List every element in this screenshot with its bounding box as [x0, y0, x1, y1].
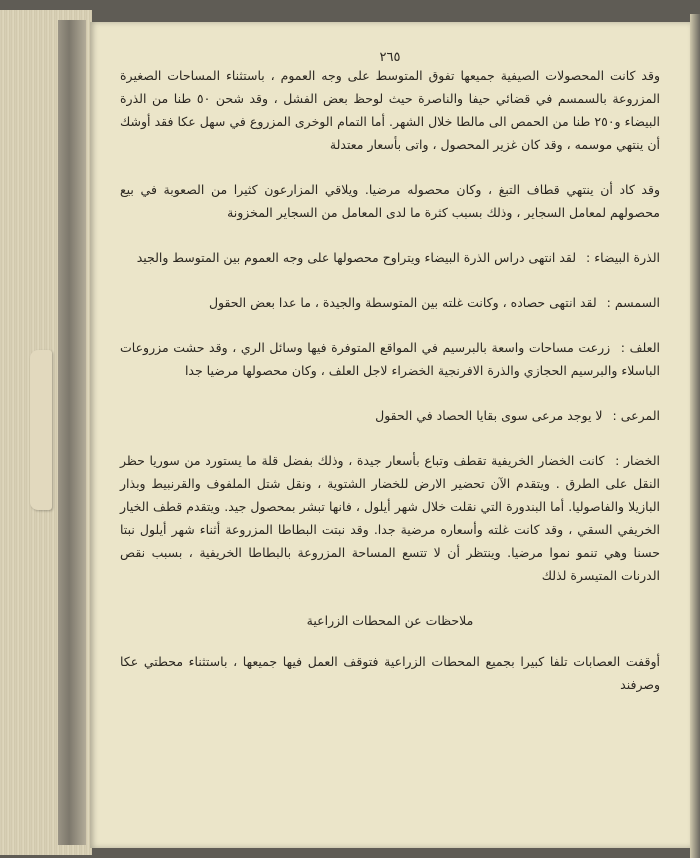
vegetables-text: كانت الخضار الخريفية تقطف وتباع بأسعار جيدة ، وذلك بفضل قلة ما يستورد من سوريا حظر النقل على الطرق . ويتقدم الآن تحضير الارض للخضار الشتوية ، ونقل شتل الملفوف والقرنبيط وبذار البازيلا والفاصوليا. أما البندورة التي نقلت خلال شهر أيلول ، فانها تبشر بمحصول جيد. ويتقدم قطف الخيار الخريفي السقي ، وقد كانت غلته وأسعاره مرضية جدا. وقد نبتت البطاطا المزروعة أثناء شهر أيلول نبتا حسنا وهي تنمو نموا مرضيا. وينتظر أن لا تتسع المساحة المزروعة بالبطاطا الخريفية ، بسبب نقص الدرنات المتيسرة لذلك	[120, 453, 660, 583]
sesame-text: لقد انتهى حصاده ، وكانت غلته بين المتوسطة والجيدة ، ما عدا بعض الحقول	[208, 295, 597, 310]
paragraph-pasture	[120, 404, 660, 427]
term-sesame: السمسم :	[606, 295, 660, 310]
paragraph-fodder	[120, 336, 660, 382]
section-heading: ملاحظات عن المحطات الزراعية	[306, 613, 474, 628]
book-spine	[58, 20, 86, 845]
paragraph-stations: أوقفت العصابات تلفا كبيرا بجميع المحطات الزراعية فتوقف العمل فيها جميعها ، باستثناء محطتي عكا وصرفند	[120, 654, 660, 692]
fodder-text: زرعت مساحات واسعة بالبرسيم في المواقع المتوفرة فيها وسائل الري ، وقد حشت مزروعات الباسلاء والبرسيم الحجازي والذرة الافرنجية الخضراء لاجل العلف ، وكان محصولها مرضيا جدا	[120, 340, 660, 378]
document-page	[90, 22, 690, 848]
term-fodder: العلف :	[620, 340, 660, 355]
paragraph-summer-crops: وقد كانت المحصولات الصيفية جميعها تفوق المتوسط على وجه العموم ، باستثناء المساحات الصغيرة المزروعة بالسمسم في قضائي حيفا والناصرة حيث لوحظ بعض الفشل ، وقد شحن ٥٠ طنا من الذرة البيضاء و٢٥٠ طنا من الحمص الى مالطا خلال الشهر. أما التمام الوخرى المزروع في سهل عكا فقد أوشك أن ينتهي موسمه ، وقد كان غزير المحصول ، واتى بأسعار معتدلة	[120, 68, 660, 152]
term-vegetables: الخضار :	[615, 453, 660, 468]
paragraph-vegetables	[120, 449, 660, 587]
pasture-text: لا يوجد مرعى سوى بقايا الحصاد في الحقول	[375, 408, 603, 423]
page-content	[120, 64, 660, 718]
term-pasture: المرعى :	[612, 408, 660, 423]
sorghum-text: لقد انتهى دراس الذرة البيضاء ويتراوح محصولها على وجه العموم بين المتوسط والجيد	[136, 250, 577, 265]
page-number: ٢٦٥	[379, 50, 401, 65]
term-sorghum: الذرة البيضاء :	[586, 250, 660, 265]
paragraph-sesame	[120, 291, 660, 314]
torn-page-fragment	[30, 350, 52, 510]
page-right-edge	[690, 14, 700, 858]
paragraph-sorghum	[120, 246, 660, 269]
paragraph-tobacco: وقد كاد أن ينتهي قطاف التبغ ، وكان محصوله مرضيا. ويلاقي المزارعون كثيرا من الصعوبة في بيع محصولهم لمعامل السجاير ، وذلك بسبب كثرة ما لدى المعامل من السجاير المخزونة	[120, 182, 660, 220]
